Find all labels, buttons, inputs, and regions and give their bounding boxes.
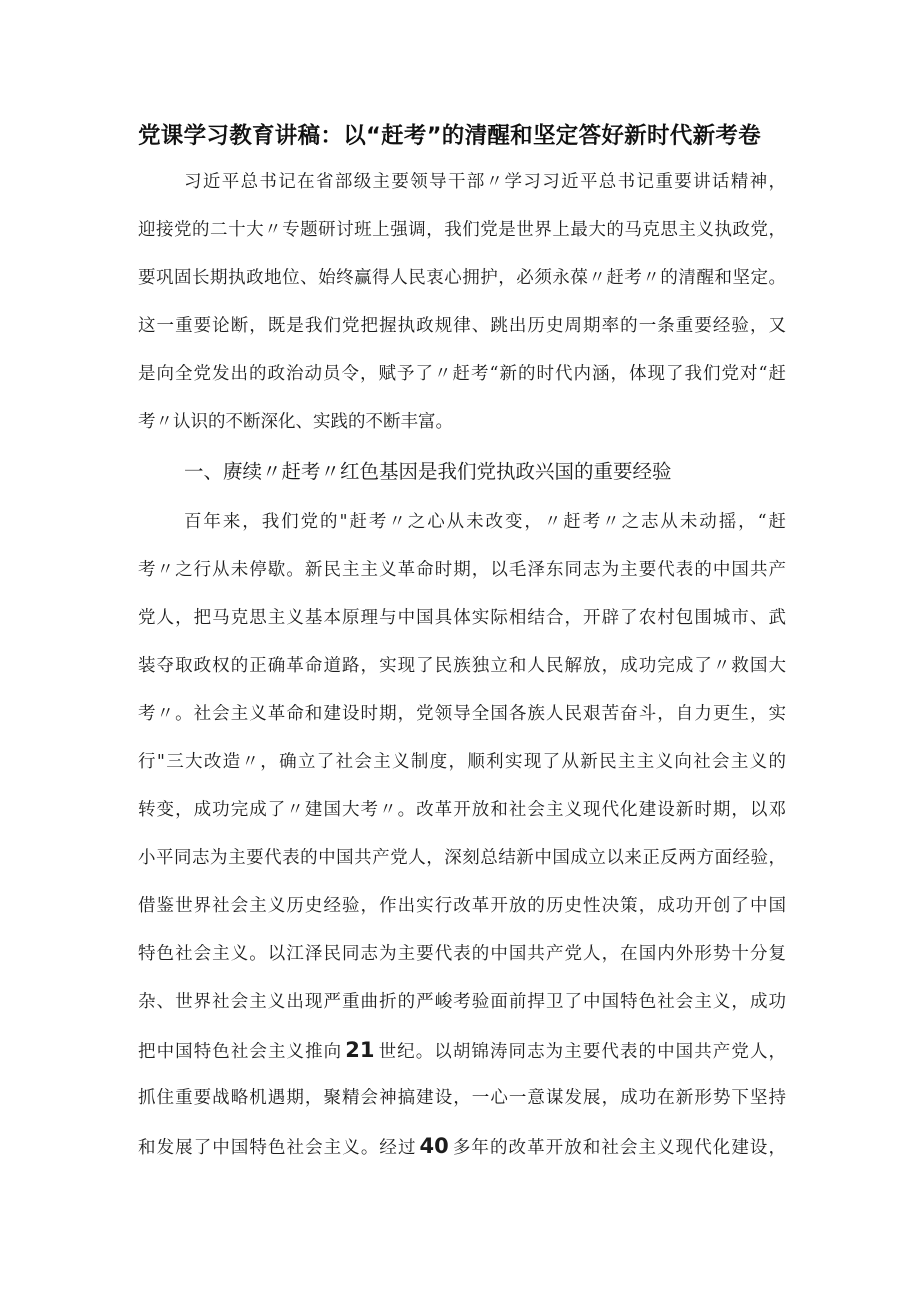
years-number: 40 [419,1134,449,1158]
body-line: 百年来，我们党的"赶考〃之心从未改变，〃赶考〃之志从未动摇，“赶 [184,512,786,532]
intro-line: 要巩固长期执政地位、始终赢得人民衷心拥护，必须永葆〃赶考〃的清醒和坚定。 [138,268,786,288]
body-line: 小平同志为主要代表的中国共产党人，深刻总结新中国成立以来正反两方面经验， [138,848,786,868]
century-number: 21 [345,1038,375,1062]
body-line: 考〃。社会主义革命和建设时期，党领导全国各族人民艰苦奋斗，自力更生，实 [138,704,786,724]
body-line: 考〃之行从未停歇。新民主主义革命时期，以毛泽东同志为主要代表的中国共产 [138,560,786,580]
body-line: 行"三大改造〃，确立了社会主义制度，顺利实现了从新民主主义向社会主义的 [138,752,786,772]
intro-line: 考〃认识的不断深化、实践的不断丰富。 [138,412,453,432]
body-text: 和发展了中国特色社会主义。经过 [138,1138,417,1158]
body-line: 党人，把马克思主义基本原理与中国具体实际相结合，开辟了农村包围城市、武 [138,608,786,628]
body-line: 转变，成功完成了〃建国大考〃。改革开放和社会主义现代化建设新时期，以邓 [138,800,786,820]
document-title: 党课学习教育讲稿：以“赶考”的清醒和坚定答好新时代新考卷 [138,123,761,149]
body-line: 抓住重要战略机遇期，聚精会神搞建设，一心一意谋发展，成功在新形势下坚持 [138,1088,786,1108]
body-line: 特色社会主义。以江泽民同志为主要代表的中国共产党人，在国内外形势十分复 [138,944,786,964]
body-text: 世纪。以胡锦涛同志为主要代表的中国共产党人， [377,1042,787,1062]
body-line: 借鉴世界社会主义历史经验，作出实行改革开放的历史性决策，成功开创了中国 [138,896,786,916]
section-heading: 一、赓续〃赶考〃红色基因是我们党执政兴国的重要经验 [184,460,672,483]
body-line [138,1037,786,1065]
body-line [138,1133,786,1161]
intro-line: 是向全党发出的政治动员令，赋予了〃赶考“新的时代内涵，体现了我们党对“赶 [138,364,786,384]
intro-line: 习近平总书记在省部级主要领导干部〃学习习近平总书记重要讲话精神， [184,172,786,192]
body-line: 装夺取政权的正确革命道路，实现了民族独立和人民解放，成功完成了〃救国大 [138,656,786,676]
intro-line: 这一重要论断，既是我们党把握执政规律、跳出历史周期率的一条重要经验，又 [138,316,786,336]
body-line: 杂、世界社会主义出现严重曲折的严峻考验面前捍卫了中国特色社会主义，成功 [138,992,786,1012]
body-text: 多年的改革开放和社会主义现代化建设， [451,1138,787,1158]
intro-line: 迎接党的二十大〃专题研讨班上强调，我们党是世界上最大的马克思主义执政党， [138,220,786,240]
body-text: 把中国特色社会主义推向 [138,1042,343,1062]
